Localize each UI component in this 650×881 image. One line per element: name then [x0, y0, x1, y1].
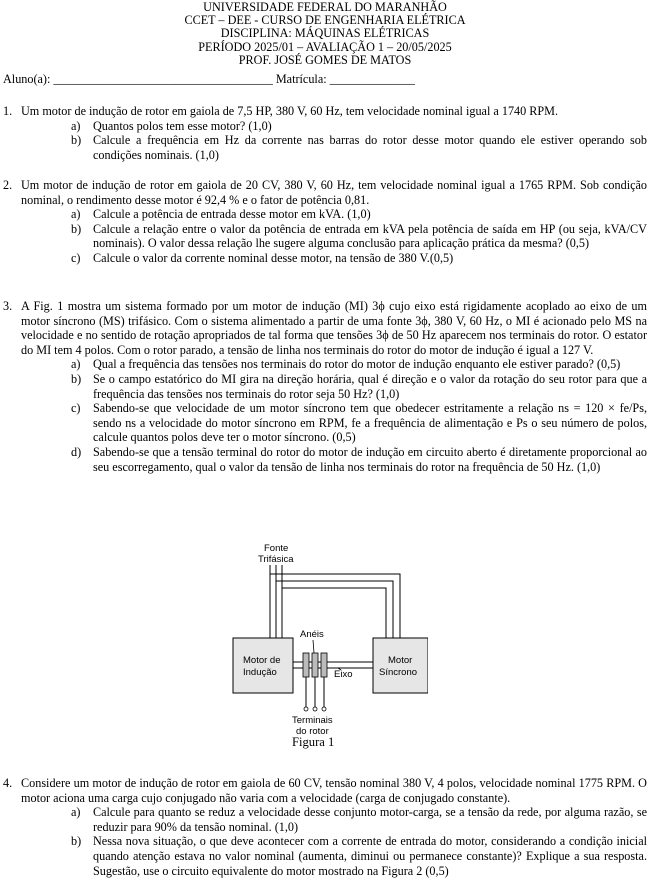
figure-1-diagram	[228, 537, 428, 751]
question-2	[3, 178, 647, 266]
item-a: a) Quantos polos tem esse motor? (1,0)	[71, 118, 272, 133]
student-info-line: Aluno(a): ____________________________________ Matrícula: ______________	[3, 72, 415, 86]
university-name: UNIVERSIDADE FEDERAL DO MARANHÃO	[203, 0, 447, 14]
synchronous-motor-label-2: Síncrono	[379, 667, 418, 678]
slip-ring	[321, 653, 327, 677]
question-stem: A Fig. 1 mostra um sistema formado por um motor de indução (MI) 3ϕ cujo eixo está rigidamente acoplado ao eixo de um motor síncrono (MS) trifásico. Com o sistema alimentado a partir de uma fonte 3ϕ, 380 V, 60 Hz, o MI é acionado pelo MS na velocidade e no sentido de rotação apropriados de tal forma que tensões 3ϕ de 50 Hz aparecem nos terminais do rotor. O estator do MI tem 4 polos. Com o rotor parado, a tensão de linha nos terminais do rotor do motor de indução é igual a 127 V.	[21, 299, 647, 357]
terminals-label-1: Terminais	[292, 715, 333, 726]
synchronous-motor-label-1: Motor	[388, 655, 413, 666]
item-a: a) Qual a frequência das tensões nos terminais do rotor do motor de indução enquanto ele estiver parado? (0,5)	[71, 357, 621, 372]
department: CCET – DEE - CURSO DE ENGENHARIA ELÉTRICA	[184, 13, 466, 28]
question-3	[3, 299, 647, 474]
question-number: 3.	[3, 299, 13, 313]
item-b: b) Calcule a frequência em Hz da corrente nas barras do rotor desse motor quando ele estiver operando sob condições nominais. (1,0)	[71, 133, 647, 162]
item-b: b) Se o campo estatórico do MI gira na direção horária, qual é direção e o valor da rotação do seu rotor para que a frequência das tensões nos terminais do rotor seja 50 Hz? (1,0)	[71, 371, 647, 401]
terminals-label-2: do rotor	[296, 726, 329, 737]
source-label-1: Fonte	[264, 543, 289, 554]
question-number: 4.	[3, 776, 13, 790]
item-a: a) Calcule a potência de entrada desse motor em kVA. (1,0)	[71, 207, 371, 222]
period-date: PERÍODO 2025/01 – AVALIAÇÃO 1 – 20/05/2025	[198, 39, 452, 54]
course-discipline: DISCIPLINA: MÁQUINAS ELÉTRICAS	[220, 26, 430, 41]
figure-caption: Figura 1	[292, 735, 335, 749]
question-stem: Um motor de indução de rotor em gaiola de 7,5 HP, 380 V, 60 Hz, tem velocidade nominal igual a 1740 RPM.	[21, 104, 559, 118]
rings-label: Anéis	[300, 629, 324, 640]
item-c: c) Sabendo-se que velocidade de um motor síncrono tem que obedecer estritamente a relação ns = 120 × fe/Ps, sendo ns a velocidade do motor síncrono em RPM, fe a frequência de alimentação e Ps o seu número de polos, calcule quantos polos deve ter o motor síncrono. (0,5)	[71, 401, 647, 445]
question-number: 2.	[3, 178, 13, 192]
slip-ring	[303, 653, 309, 677]
item-a: a) Calcule para quanto se reduz a velocidade desse conjunto motor-carga, se a tensão da rede, por alguma razão, se reduzir para 90% da tensão nominal. (1,0)	[71, 805, 647, 834]
question-number: 1.	[3, 104, 13, 118]
question-1	[3, 104, 647, 162]
professor: PROF. JOSÉ GOMES DE MATOS	[238, 52, 412, 67]
question-4	[3, 776, 647, 878]
exam-header	[0, 0, 650, 67]
shaft-label: Eixo	[334, 669, 353, 680]
slip-ring	[312, 653, 318, 677]
item-c: c) Calcule o valor da corrente nominal desse motor, na tensão de 380 V.(0,5)	[71, 250, 454, 265]
question-stem: Um motor de indução de rotor em gaiola de 20 CV, 380 V, 60 Hz, tem velocidade nominal igual a 1765 RPM. Sob condição nominal, o rendimento desse motor é 92,4 % e o fator de potência 0,81.	[21, 178, 647, 207]
induction-motor-label-1: Motor de	[243, 655, 281, 666]
item-b: b) Calcule a relação entre o valor da potência de entrada em kVA pela potência de saída em HP (ou seja, kVA/CV nominais). O valor dessa relação lhe sugere alguma conclusão para aplicação prática da mesma? (0,5)	[71, 221, 647, 251]
induction-motor-label-2: Indução	[243, 667, 277, 678]
item-b: b) Nessa nova situação, o que deve acontecer com a corrente de entrada do motor, considerando a condição inicial quando atenção estava no valor nominal (aumenta, diminui ou permanece constante)? Explique a sua resposta. Sugestão, use o circuito equivalente do motor mostrado na Figura 2 (0,5)	[71, 834, 647, 878]
figure-1-svg	[228, 537, 428, 737]
source-label-2: Trifásica	[258, 554, 294, 565]
item-d: d) Sabendo-se que a tensão terminal do rotor do motor de indução em circuito aberto é diretamente proporcional ao seu escorregamento, qual o valor da tensão de linha nos terminais do rotor na frequência de 50 Hz. (1,0)	[71, 444, 647, 474]
question-stem: Considere um motor de indução de rotor em gaiola de 60 CV, tensão nominal 380 V, 4 polos, velocidade nominal 1775 RPM. O motor aciona uma carga cujo conjugado não varia com a velocidade (carga de conjugado constante).	[21, 776, 647, 805]
